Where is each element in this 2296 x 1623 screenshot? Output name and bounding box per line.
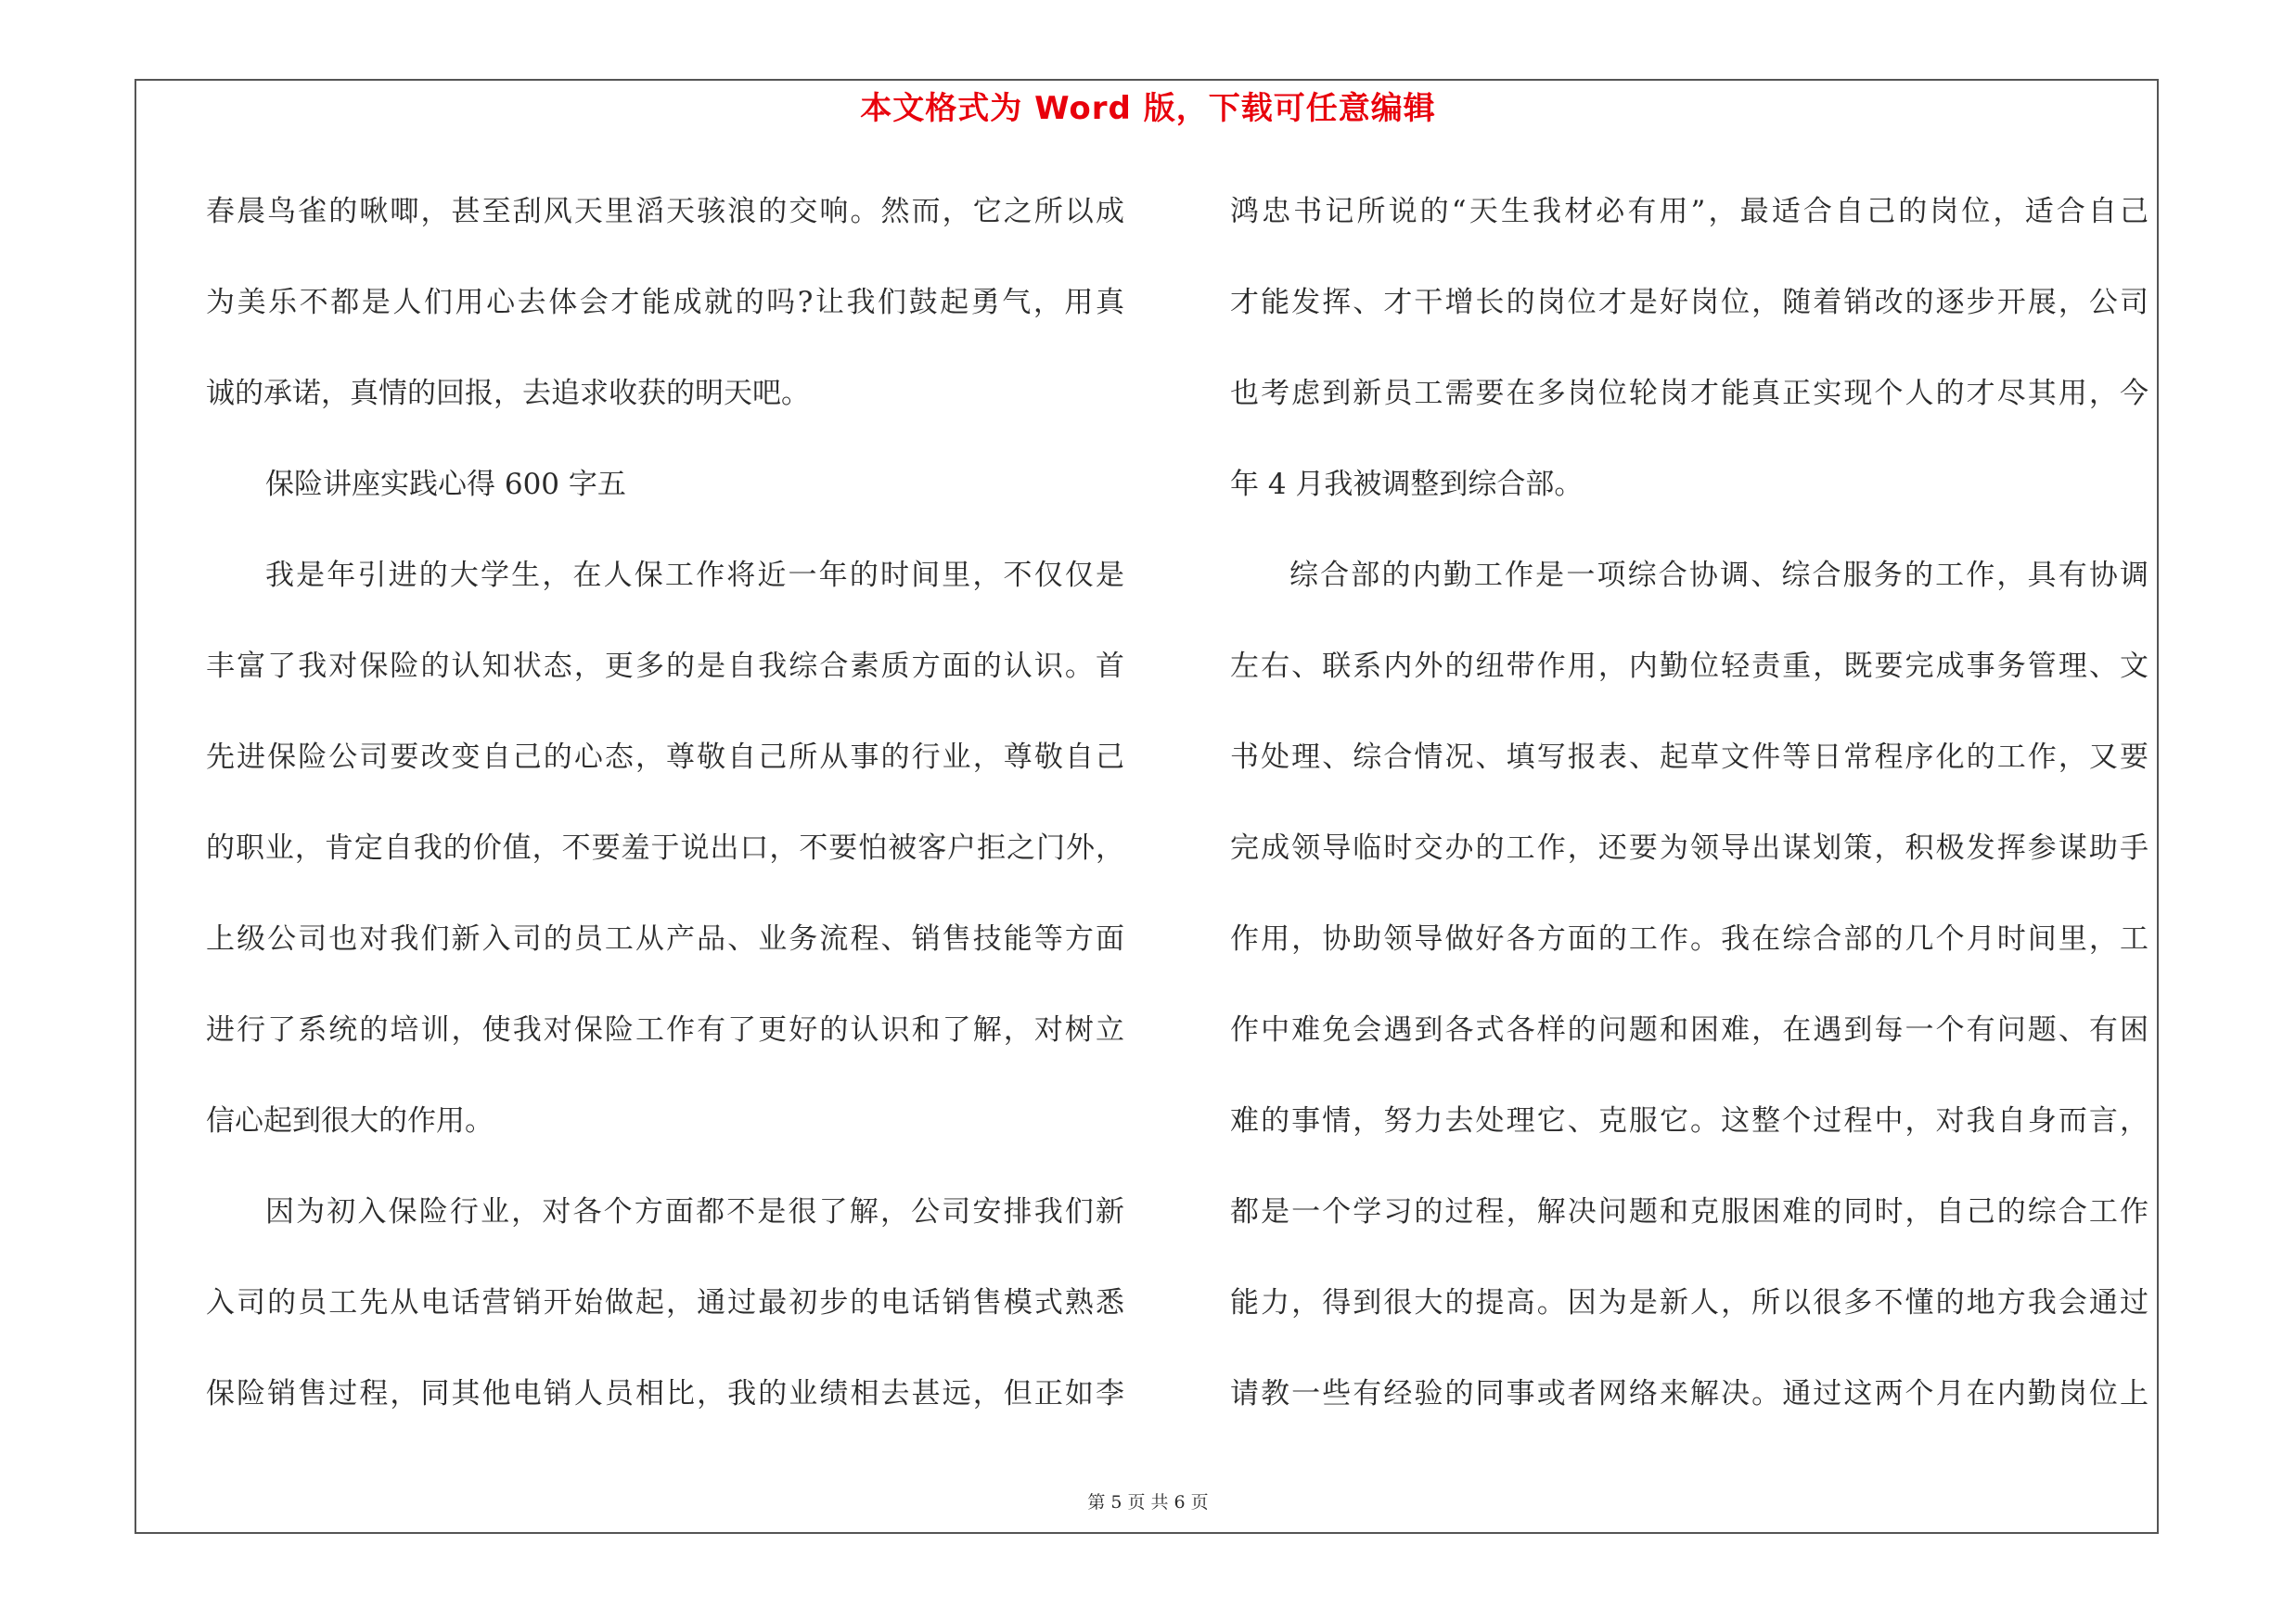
text-line: 诚的承诺，真情的回报，去追求收获的明天吧。 xyxy=(206,377,810,410)
left-text-column xyxy=(206,184,1124,1457)
text-line: 难的事情，努力去处理它、克服它。这整个过程中，对我自身而言， xyxy=(1230,1104,2148,1138)
text-line: 信心起到很大的作用。 xyxy=(206,1104,494,1138)
text-line: 也考虑到新员工需要在多岗位轮岗才能真正实现个人的才尽其用，今 xyxy=(1230,377,2148,410)
header-banner: 本文格式为 Word 版，下载可任意编辑 xyxy=(860,90,1436,127)
text-line: 丰富了我对保险的认知状态，更多的是自我综合素质方面的认识。首 xyxy=(206,650,1124,683)
text-line: 入司的员工先从电话营销开始做起，通过最初步的电话销售模式熟悉 xyxy=(206,1286,1124,1320)
text-line: 先进保险公司要改变自己的心态，尊敬自己所从事的行业，尊敬自己 xyxy=(206,741,1124,774)
text-line: 才能发挥、才干增长的岗位才是好岗位，随着销改的逐步开展，公司 xyxy=(1230,286,2148,319)
text-line: 鸿忠书记所说的“天生我材必有用”，最适合自己的岗位，适合自己 xyxy=(1230,195,2148,228)
page-number: 第 5 页 共 6 页 xyxy=(1087,1492,1209,1513)
text-line: 年 4 月我被调整到综合部。 xyxy=(1230,468,1584,501)
text-line: 完成领导临时交办的工作，还要为领导出谋划策，积极发挥参谋助手 xyxy=(1230,831,2148,865)
right-text-column xyxy=(1230,184,2148,1457)
text-line: 作用，协助领导做好各方面的工作。我在综合部的几个月时间里，工 xyxy=(1230,922,2148,956)
text-line: 上级公司也对我们新入司的员工从产品、业务流程、销售技能等方面 xyxy=(206,922,1124,956)
text-line: 都是一个学习的过程，解决问题和克服困难的同时，自己的综合工作 xyxy=(1230,1195,2148,1229)
text-line: 作中难免会遇到各式各样的问题和困难，在遇到每一个有问题、有困 xyxy=(1230,1013,2148,1047)
section-heading: 保险讲座实践心得 600 字五 xyxy=(265,468,626,501)
text-line: 的职业，肯定自我的价值，不要羞于说出口，不要怕被客户拒之门外， xyxy=(206,831,1124,865)
text-line: 因为初入保险行业，对各个方面都不是很了解，公司安排我们新 xyxy=(265,1195,1124,1229)
text-line: 请教一些有经验的同事或者网络来解决。通过这两个月在内勤岗位上 xyxy=(1230,1377,2148,1410)
text-line: 综合部的内勤工作是一项综合协调、综合服务的工作，具有协调 xyxy=(1289,559,2148,592)
text-line: 左右、联系内外的纽带作用，内勤位轻责重，既要完成事务管理、文 xyxy=(1230,650,2148,683)
text-line: 能力，得到很大的提高。因为是新人，所以很多不懂的地方我会通过 xyxy=(1230,1286,2148,1320)
text-line: 为美乐不都是人们用心去体会才能成就的吗?让我们鼓起勇气，用真 xyxy=(206,286,1124,319)
text-line: 进行了系统的培训，使我对保险工作有了更好的认识和了解，对树立 xyxy=(206,1013,1124,1047)
text-line: 春晨鸟雀的啾唧，甚至刮风天里滔天骇浪的交响。然而，它之所以成 xyxy=(206,195,1124,228)
text-line: 我是年引进的大学生，在人保工作将近一年的时间里，不仅仅是 xyxy=(265,559,1124,592)
text-line: 书处理、综合情况、填写报表、起草文件等日常程序化的工作，又要 xyxy=(1230,741,2148,774)
text-line: 保险销售过程，同其他电销人员相比，我的业绩相去甚远，但正如李 xyxy=(206,1377,1124,1410)
